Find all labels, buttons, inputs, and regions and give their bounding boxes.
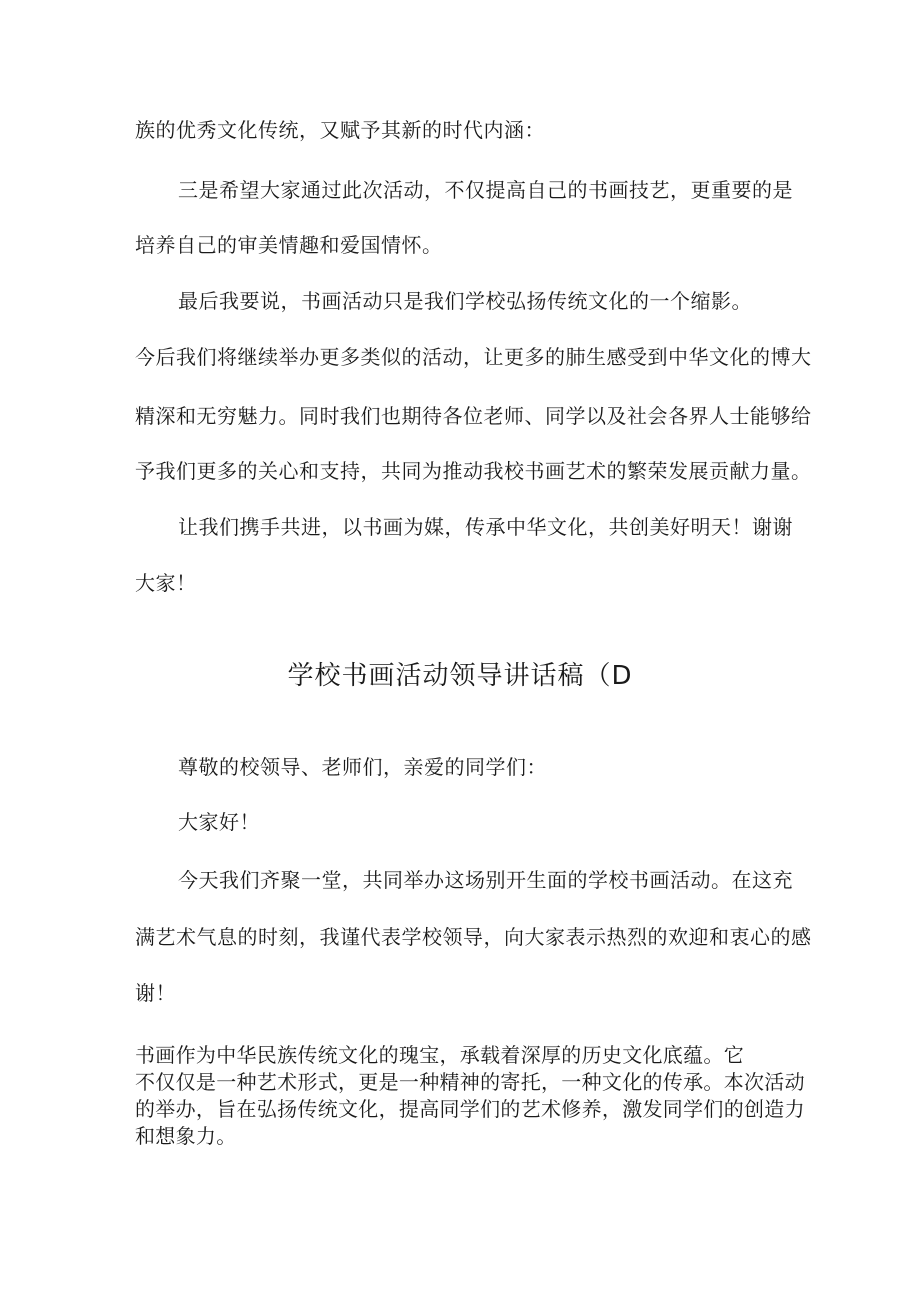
greeting: 大家好！	[178, 810, 260, 834]
paragraph-line: 不仅仅是一种艺术形式，更是一种精神的寄托，一种文化的传承。本次活动	[135, 1070, 805, 1094]
paragraph-line: 满艺术气息的时刻，我谨代表学校领导，向大家表示热烈的欢迎和衷心的感	[135, 925, 812, 949]
paragraph-line: 今天我们齐聚一堂，共同举办这场别开生面的学校书画活动。在这充	[178, 868, 793, 892]
paragraph-line: 大家！	[135, 571, 197, 595]
paragraph-line: 和想象力。	[135, 1124, 237, 1148]
paragraph-line: 的举办，旨在弘扬传统文化，提高同学们的艺术修养，激发同学们的创造力	[135, 1097, 805, 1121]
paragraph-line: 让我们携手共进，以书画为媒，传承中华文化，共创美好明天！谢谢	[178, 515, 793, 539]
salutation: 尊敬的校领导、老师们，亲爱的同学们：	[178, 755, 547, 779]
paragraph-line: 族的优秀文化传统，又赋予其新的时代内涵：	[135, 118, 545, 142]
paragraph-line: 精深和无穷魅力。同时我们也期待各位老师、同学以及社会各界人士能够给	[135, 404, 812, 428]
paragraph-line: 最后我要说，书画活动只是我们学校弘扬传统文化的一个缩影。	[178, 289, 752, 313]
paragraph-line: 培养自己的审美情趣和爱国情怀。	[135, 233, 443, 257]
section-title: 学校书画活动领导讲话稿（D	[287, 661, 633, 691]
paragraph-line: 三是希望大家通过此次活动，不仅提高自己的书画技艺，更重要的是	[178, 178, 793, 202]
paragraph-line: 予我们更多的关心和支持，共同为推动我校书画艺术的繁荣发展贡献力量。	[135, 459, 812, 483]
paragraph-line: 书画作为中华民族传统文化的瑰宝，承载着深厚的历史文化底蕴。它	[135, 1043, 744, 1067]
paragraph-line: 谢！	[135, 981, 176, 1005]
paragraph-line: 今后我们将继续举办更多类似的活动，让更多的肺生感受到中华文化的博大	[135, 345, 812, 369]
